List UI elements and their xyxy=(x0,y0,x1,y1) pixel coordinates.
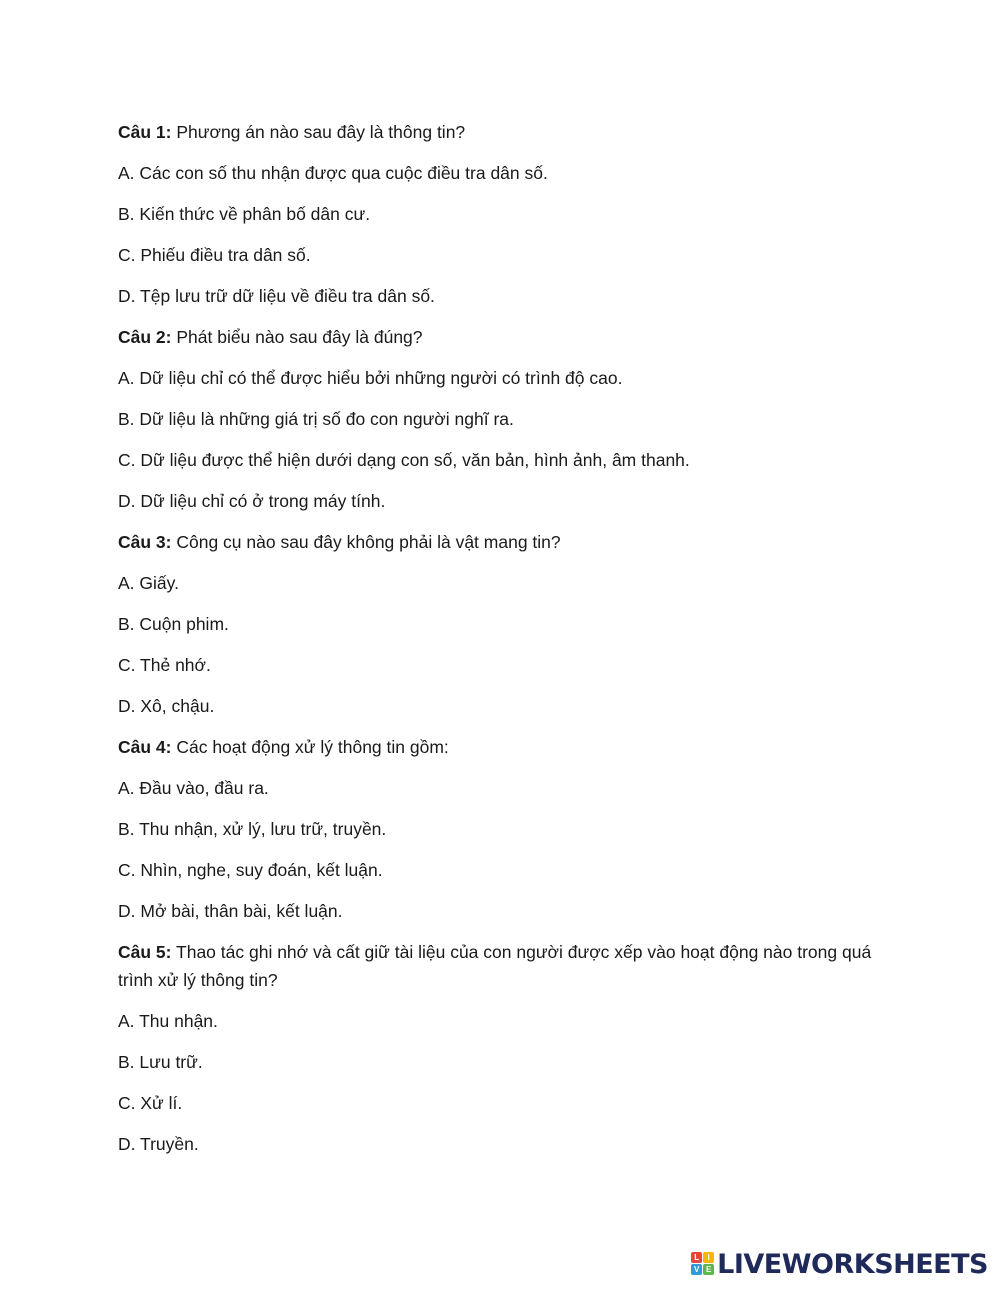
option-b: B. Thu nhận, xử lý, lưu trữ, truyền. xyxy=(118,819,387,839)
option-d: D. Mở bài, thân bài, kết luận. xyxy=(118,901,343,921)
logo-mark-tile: V xyxy=(691,1264,702,1275)
option-d: D. Tệp lưu trữ dữ liệu về điều tra dân số. xyxy=(118,286,435,306)
question-text: Thao tác ghi nhớ và cất giữ tài liệu của con người được xếp vào hoạt động nào trong quá trình xử lý thông tin? xyxy=(118,942,872,990)
logo-mark-icon xyxy=(691,1252,715,1276)
option-a: A. Giấy. xyxy=(118,573,179,593)
option-b: B. Cuộn phim. xyxy=(118,614,229,634)
option-d: D. Truyền. xyxy=(118,1134,199,1154)
question-label: Câu 1: xyxy=(118,122,172,142)
question-label: Câu 3: xyxy=(118,532,172,552)
option-a: A. Đầu vào, đầu ra. xyxy=(118,778,269,798)
liveworksheets-logo xyxy=(691,1244,988,1284)
question-label: Câu 4: xyxy=(118,737,172,757)
question-text: Công cụ nào sau đây không phải là vật mang tin? xyxy=(171,532,561,552)
option-c: C. Xử lí. xyxy=(118,1093,183,1113)
option-a: A. Dữ liệu chỉ có thể được hiểu bởi những người có trình độ cao. xyxy=(118,368,623,388)
question-3-prompt xyxy=(118,528,898,556)
option-b: B. Lưu trữ. xyxy=(118,1052,203,1072)
question-4 xyxy=(118,733,898,925)
option-c: C. Nhìn, nghe, suy đoán, kết luận. xyxy=(118,860,383,880)
option-b: B. Dữ liệu là những giá trị số đo con người nghĩ ra. xyxy=(118,409,514,429)
question-text: Phương án nào sau đây là thông tin? xyxy=(171,122,466,142)
worksheet-content xyxy=(118,118,898,1171)
question-1 xyxy=(118,118,898,310)
logo-mark-tile: L xyxy=(691,1252,702,1263)
option-c: C. Phiếu điều tra dân số. xyxy=(118,245,311,265)
option-d: D. Xô, chậu. xyxy=(118,696,215,716)
question-1-prompt xyxy=(118,118,898,146)
question-2-prompt xyxy=(118,323,898,351)
option-c: C. Thẻ nhớ. xyxy=(118,655,211,675)
question-2 xyxy=(118,323,898,515)
option-d: D. Dữ liệu chỉ có ở trong máy tính. xyxy=(118,491,386,511)
option-c: C. Dữ liệu được thể hiện dưới dạng con số, văn bản, hình ảnh, âm thanh. xyxy=(118,450,690,470)
option-a: A. Các con số thu nhận được qua cuộc điều tra dân số. xyxy=(118,163,548,183)
question-3 xyxy=(118,528,898,720)
logo-mark-tile: I xyxy=(703,1252,714,1263)
question-text: Các hoạt động xử lý thông tin gồm: xyxy=(171,737,449,757)
question-label: Câu 5: xyxy=(118,942,172,962)
question-4-prompt xyxy=(118,733,898,761)
logo-text: LIVEWORKSHEETS xyxy=(717,1248,988,1280)
question-5 xyxy=(118,938,898,1158)
option-b: B. Kiến thức về phân bố dân cư. xyxy=(118,204,371,224)
question-text: Phát biểu nào sau đây là đúng? xyxy=(171,327,423,347)
question-label: Câu 2: xyxy=(118,327,172,347)
logo-mark-tile: E xyxy=(703,1264,714,1275)
question-5-prompt xyxy=(118,938,898,994)
option-a: A. Thu nhận. xyxy=(118,1011,218,1031)
